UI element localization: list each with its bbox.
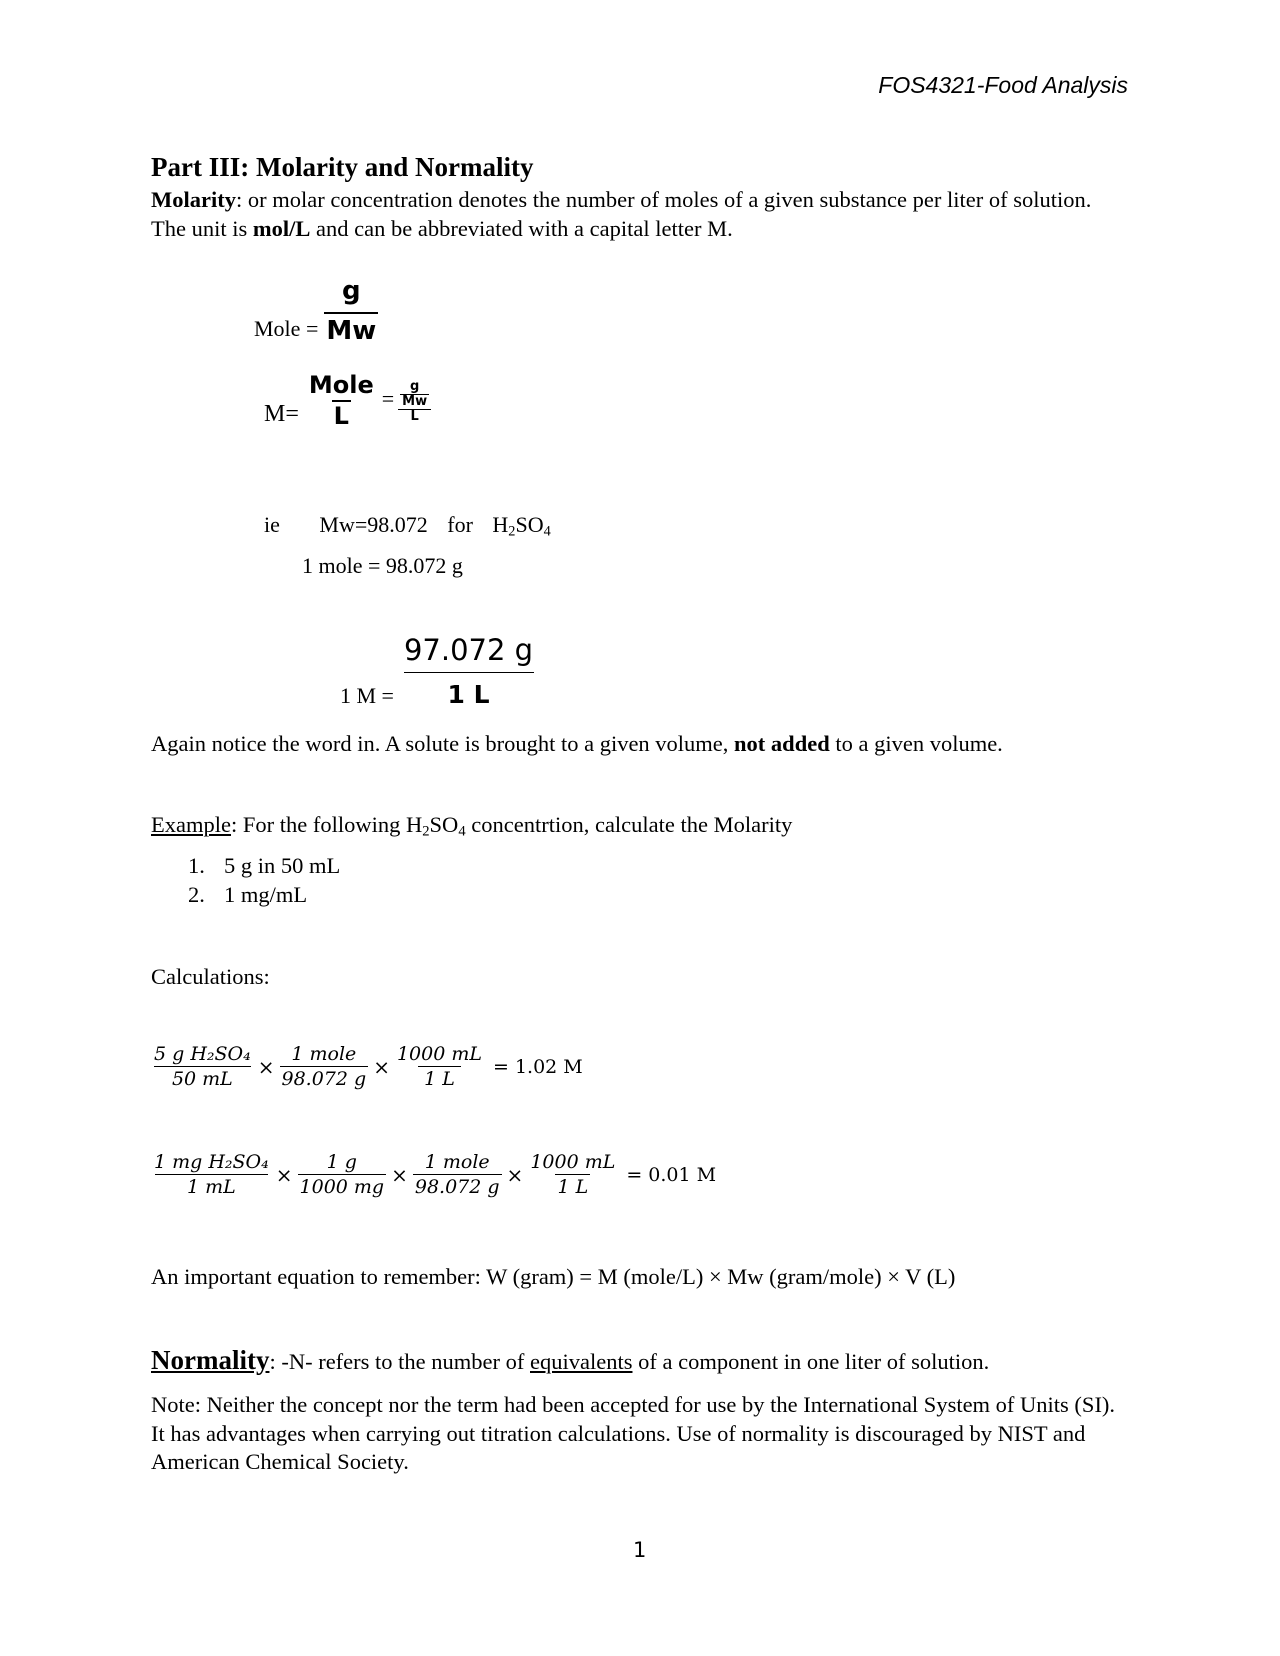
normality-text-1: : -N- refers to the number of [269, 1349, 530, 1374]
molarity-fraction-den: L [333, 402, 349, 430]
nested-fraction [400, 380, 429, 424]
one-molar-num: 97.072 g [403, 633, 534, 667]
mole-fraction [324, 276, 378, 344]
nested-inner-num: g [409, 379, 420, 394]
note-paragraph: Note: Neither the concept nor the term had been accepted for use by the International System of Units (SI). It has advantages when carrying out titration calculations. Use of normality is discouraged by NIST and American Chemical Society. [151, 1392, 1116, 1474]
molarity-text-2: and can be abbreviated with a capital letter M. [310, 215, 733, 241]
again-text-2: to a given volume. [829, 731, 1003, 756]
nested-inner-fraction [400, 380, 429, 409]
again-bold: not added [734, 731, 830, 756]
molarity-term: Molarity [151, 187, 236, 212]
molarity-fraction [307, 370, 376, 430]
again-notice-paragraph [151, 730, 1131, 759]
molarity-unit: mol/L [252, 215, 311, 241]
mole-formula-lhs: Mole = [254, 316, 319, 341]
calculation-2: $\frac{\text{1 mg H₂SO₄}}{1 mL}$ × $\frac{1 g}{1000 mg}$ × $\frac{\text{1 mole}}{98.072 g}$ × $\frac{1000 mL}{1 L}$ = 0.01 M [154, 1151, 717, 1198]
calc1-fraction-3: $\frac{1000 mL}{1 L}$ [396, 1043, 482, 1090]
h2so4-formula: $H_2SO_4$ [492, 512, 551, 540]
example-text-1: : For the following H [230, 812, 423, 837]
calc2-fraction-1: $\frac{\text{1 mg H₂SO₄}}{1 mL}$ [154, 1151, 269, 1198]
calc2-fraction-2: $\frac{1 g}{1000 mg}$ [299, 1151, 385, 1198]
one-molar-den: 1 L [404, 672, 534, 713]
example-so: SO [429, 812, 459, 837]
molarity-text-1: : or molar concentration denotes the number of moles of a given substance per liter of solution. The unit is [151, 187, 1092, 241]
normality-text-2: of a component in one liter of solution. [632, 1349, 990, 1374]
section-title: Part III: Molarity and Normality [151, 152, 534, 182]
calc2-fraction-3: $\frac{\text{1 mole}}{98.072 g}$ [414, 1151, 500, 1198]
again-text-1: Again notice the word in. A solute is brought to a given volume, [151, 731, 735, 756]
molarity-equals: = [381, 386, 395, 411]
one-molar-fraction [402, 632, 535, 713]
example-text-2: concentrtion, calculate the Molarity [465, 812, 793, 837]
one-molar-formula [340, 632, 535, 713]
example-paragraph [151, 811, 1131, 846]
mole-formula [254, 276, 378, 344]
calc1-result: = 1.02 M [492, 1055, 583, 1078]
normality-definition [151, 1346, 1131, 1377]
calc2-fraction-4: $\frac{1000 mL}{1 L}$ [530, 1151, 616, 1198]
example-list [188, 852, 788, 909]
molarity-formula [264, 370, 429, 430]
one-molar-lhs: 1 M = [340, 683, 394, 708]
mole-fraction-den: Mw [324, 312, 378, 344]
list-item: 1. 5 g in 50 mL [188, 853, 341, 878]
calculation-1: $\frac{\text{5 g H₂SO₄}}{50 mL}$ × $\frac{\text{1 mole}}{98.072 g}$ × $\frac{1000 mL}{1 L}$ = 1.02 M [154, 1043, 583, 1090]
example-sub-2: 2 [422, 823, 430, 840]
mw-example-line [264, 512, 551, 541]
molarity-fraction-num: Mole [308, 371, 374, 399]
mw-value: Mw=98.072 [319, 512, 428, 537]
equivalents-term: equivalents [530, 1349, 633, 1374]
calc2-result: = 0.01 M [626, 1163, 717, 1186]
ie-label: ie [264, 512, 280, 537]
nested-outer-den: L [398, 409, 431, 424]
calc1-fraction-2: $\frac{\text{1 mole}}{98.072 g}$ [281, 1043, 367, 1090]
molarity-definition [151, 186, 1131, 243]
for-label: for [447, 512, 473, 537]
example-label: Example [151, 812, 231, 837]
nested-inner-den: Mw [402, 394, 428, 409]
normality-term: Normality [151, 1345, 270, 1375]
important-equation: An important equation to remember: W (gram) = M (mole/L) × Mw (gram/mole) × V (L) [151, 1264, 956, 1289]
mole-fraction-num: g [342, 276, 361, 306]
mole-equivalence: 1 mole = 98.072 g [302, 553, 463, 578]
page-number: 1 [633, 1538, 647, 1562]
page-header: FOS4321-Food Analysis [878, 72, 1128, 98]
calc1-fraction-1: $\frac{\text{5 g H₂SO₄}}{50 mL}$ [154, 1043, 251, 1090]
list-item: 2. 1 mg/mL [188, 881, 308, 907]
calculations-label: Calculations: [151, 964, 270, 989]
example-sub-4: 4 [458, 823, 466, 840]
molarity-formula-lhs: M= [264, 401, 299, 427]
